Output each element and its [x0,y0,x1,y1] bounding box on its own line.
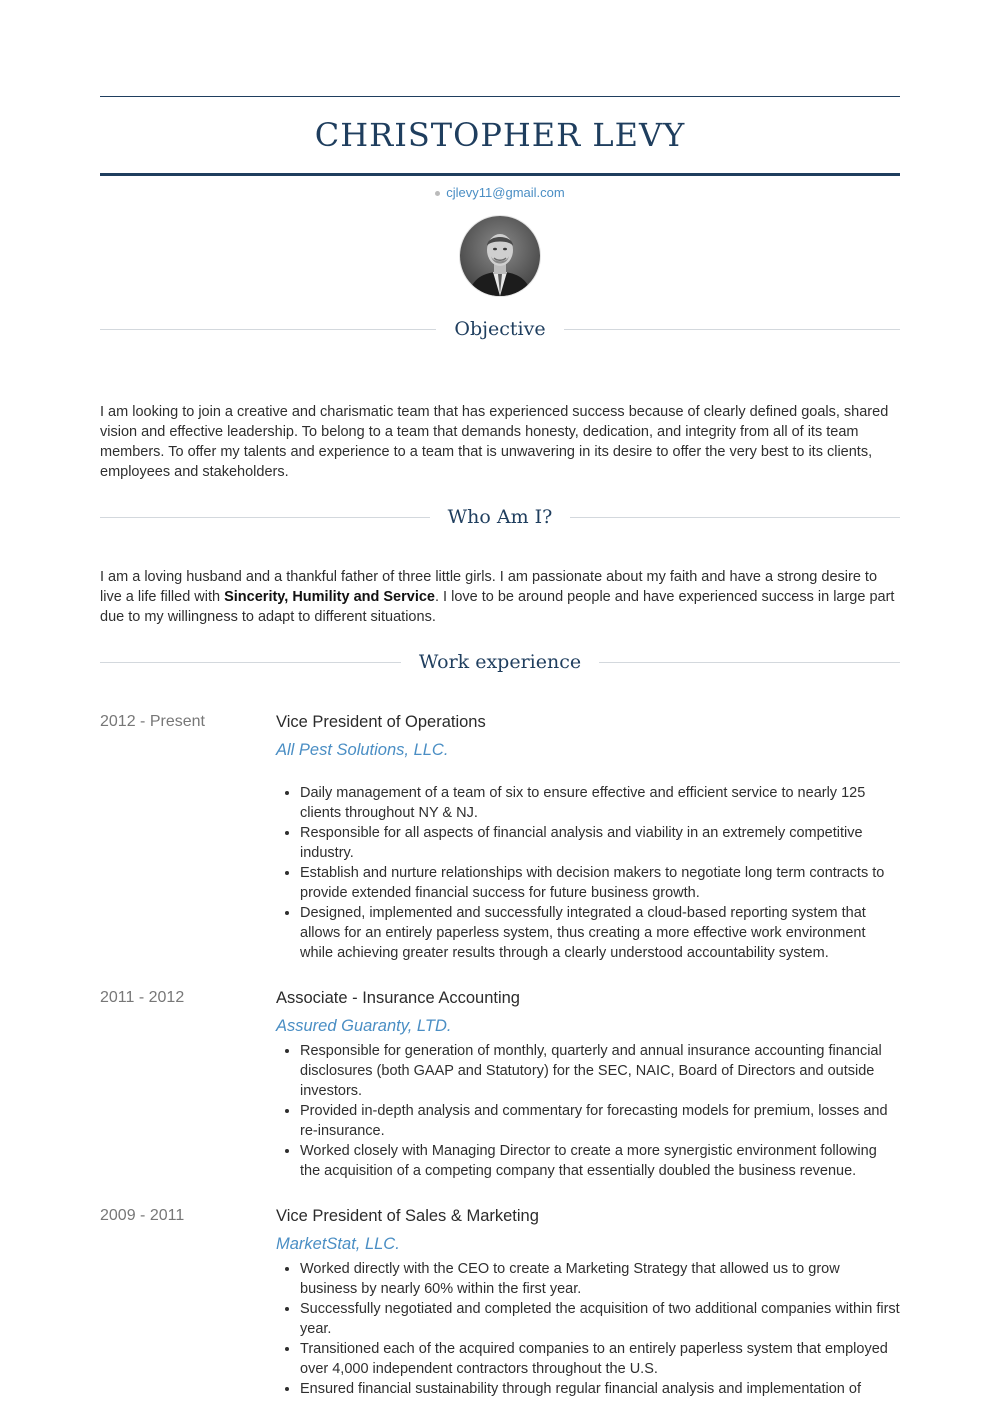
job-bullet: • Establish and nurture relationships with decision makers to negotiate long term contracts to provide extended financial success for future business growth. [300,863,900,903]
who-text-start: I am a loving husband and a thankful father of three little girls. I am passionate about my faith and have a strong desire to live a life filled with [100,569,878,605]
section-title-who: Who Am I? [447,506,553,528]
who-text-end: . I love to be around people and have experienced success in large part due to my willingness to adapt to different situations. [100,589,895,625]
candidate-name: CHRISTOPHER LEVY [314,116,686,154]
divider-line [100,329,436,330]
section-head-work [100,649,900,675]
header-top-rule [100,96,900,97]
divider-line [564,329,900,330]
job-bullet: • Daily management of a team of six to ensure effective and efficient service to nearly 125 clients throughout NY & NJ. [300,783,900,823]
job-bullets [276,1041,900,1181]
job-bullet: • Transitioned each of the acquired companies to an entirely paperless system that employed over 4,000 independent contractors throughout the U.S. [300,1339,900,1379]
job-company: All Pest Solutions, LLC. [276,741,449,759]
job-entry [100,987,900,1181]
job-bullet: • Worked directly with the CEO to create a Marketing Strategy that allowed us to grow business by nearly 60% within the first year. [300,1259,900,1299]
job-body [276,1205,900,1399]
job-entry [100,1205,900,1399]
job-company: MarketStat, LLC. [276,1235,400,1253]
job-bullets [276,783,900,963]
profile-photo-image [460,216,540,296]
section-title-objective: Objective [454,318,546,340]
job-bullet: • Ensured financial sustainability through regular financial analysis and implementation of [300,1379,900,1399]
section-head-who [100,504,900,530]
job-bullet: • Provided in-depth analysis and commentary for forecasting models for premium, losses and re-insurance. [300,1101,900,1141]
bullet-dot-icon [435,191,440,196]
job-dates: 2012 - Present [100,713,205,730]
job-body [276,711,900,963]
job-bullet: • Designed, implemented and successfully integrated a cloud-based reporting system that allows for an entirely paperless system, thus creating a more effective work environment while achieving greater results through a clearly understood accountability system. [300,903,900,963]
resume-page [100,96,900,1399]
who-text-bold: Sincerity, Humility and Service [224,589,435,605]
job-body [276,987,900,1181]
divider-line [570,517,900,518]
job-bullets [276,1259,900,1399]
profile-photo [460,216,540,296]
email-link[interactable]: cjlevy11@gmail.com [446,185,565,200]
job-bullet: • Successfully negotiated and completed the acquisition of two additional companies within first year. [300,1299,900,1339]
section-head-objective [100,316,900,342]
job-dates: 2009 - 2011 [100,1207,185,1224]
job-entry [100,711,900,963]
photo-wrap [100,216,900,296]
job-role: Vice President of Operations [276,713,486,731]
job-role: Vice President of Sales & Marketing [276,1207,539,1225]
objective-text: I am looking to join a creative and charismatic team that has experienced success because of clearly defined goals, shared vision and effective leadership. To belong to a team that demands honesty, dedication, and integrity from all of its team members. To offer my talents and experience to a team that is unwavering in its desire to offer the very best to its clients, employees and stakeholders. [100,404,889,480]
job-role: Associate - Insurance Accounting [276,989,520,1007]
section-title-work: Work experience [418,651,582,673]
job-dates: 2011 - 2012 [100,989,185,1006]
job-company: Assured Guaranty, LTD. [276,1017,452,1035]
divider-line [599,662,900,663]
job-bullet: • Worked closely with Managing Director to create a more synergistic environment following the acquisition of a competing company that essentially doubled the business revenue. [300,1141,900,1181]
header-bottom-rule [100,173,900,176]
job-bullet: • Responsible for all aspects of financial analysis and viability in an extremely competitive industry. [300,823,900,863]
contact-line [100,184,900,202]
job-bullet: • Responsible for generation of monthly, quarterly and annual insurance accounting financial disclosures (both GAAP and Statutory) for the SEC, NAIC, Board of Directors and outside investors. [300,1041,900,1101]
divider-line [100,517,430,518]
who-text [100,567,900,627]
divider-line [100,662,401,663]
